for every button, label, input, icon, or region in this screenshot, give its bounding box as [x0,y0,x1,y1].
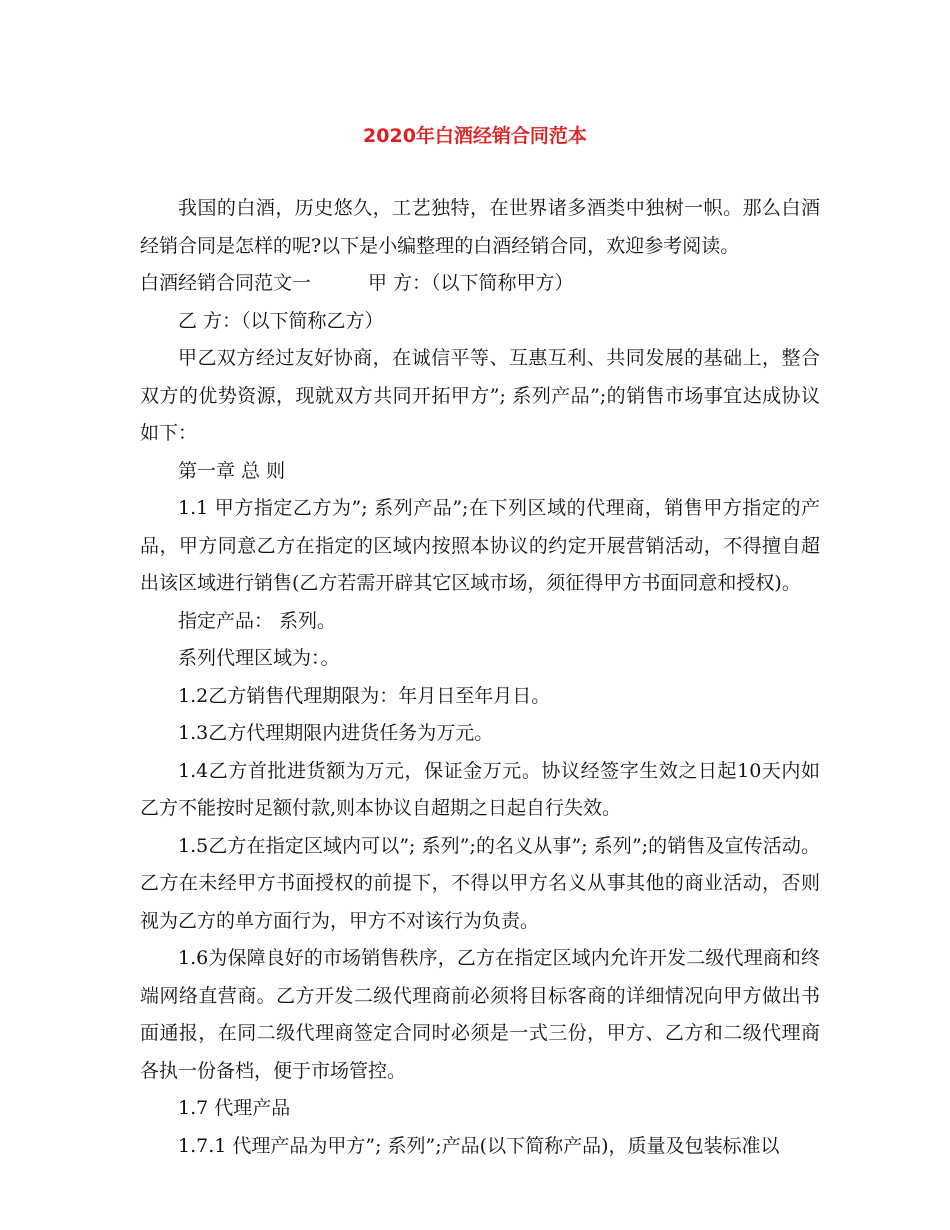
party-b-line: 乙 方：（以下简称乙方） [178,309,384,332]
clause-1-7-1: 1.7.1 代理产品为甲方”; 系列”;产品(以下简称产品)，质量及包装标准以 [178,1134,780,1157]
clause-1-2: 1.2乙方销售代理期限为：年月日至年月日。 [178,684,551,707]
contract-heading-party-a: 白酒经销合同范文一 甲 方：（以下简称甲方） [140,272,574,294]
agency-region: 系列代理区域为：。 [178,647,340,669]
clause-1-5: 1.5乙方在指定区域内可以”; 系列”;的名义从事”; 系列”;的销售及宣传活动。乙方在未经甲方书面授权的前提下，不得以甲方名义从事其他的商业活动，否则视为乙方的单方面行为，甲方不对该行为负责。 [140,834,820,932]
clause-1-4: 1.4乙方首批进货额为万元，保证金万元。协议经签字生效之日起10天内如乙方不能按时足额付款,则本协议自超期之日起自行失效。 [140,759,820,819]
clause-1-1: 1.1 甲方指定乙方为”; 系列产品”;在下列区域的代理商，销售甲方指定的产品，甲方同意乙方在指定的区域内按照本协议的约定开展营销活动，不得擅自超出该区域进行销售(乙方若需开辟其它区域市场，须征得甲方书面同意和授权)。 [140,497,820,594]
document-title: 2020年白酒经销合同范本 [363,125,587,147]
intro-paragraph: 我国的白酒，历史悠久，工艺独特，在世界诸多酒类中独树一帜。那么白酒经销合同是怎样的呢?以下是小编整理的白酒经销合同，欢迎参考阅读。 [140,197,820,257]
preamble-paragraph: 甲乙双方经过友好协商，在诚信平等、互惠互利、共同发展的基础上，整合双方的优势资源，现就双方共同开拓甲方”; 系列产品”;的销售市场事宜达成协议如下： [140,347,820,444]
clause-1-3: 1.3乙方代理期限内进货任务为万元。 [178,722,494,744]
document-body [140,190,820,1165]
clause-1-7: 1.7 代理产品 [178,1097,291,1119]
chapter-heading: 第一章 总 则 [178,459,286,482]
clause-1-6: 1.6为保障良好的市场销售秩序，乙方在指定区域内允许开发二级代理商和终端网络直营商。乙方开发二级代理商前必须将目标客商的详细情况向甲方做出书面通报，在同二级代理商签定合同时必须是一式三份，甲方、乙方和二级代理商各执一份备档，便于市场管控。 [140,947,820,1082]
designated-product: 指定产品： 系列。 [178,609,337,632]
